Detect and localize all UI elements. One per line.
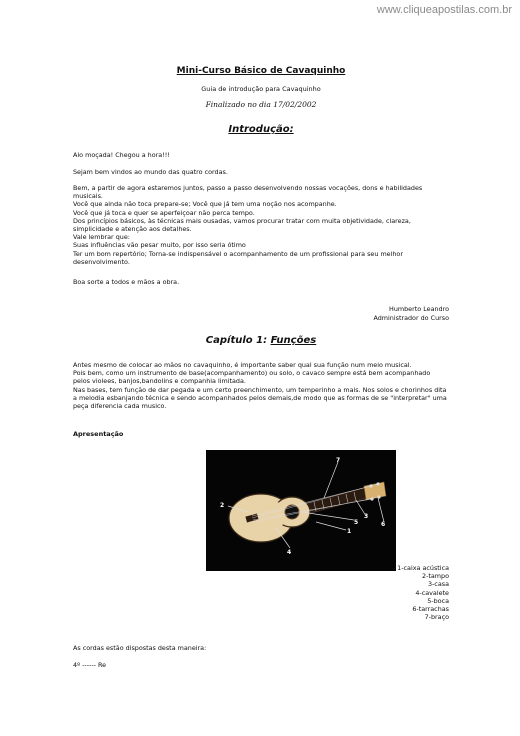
intro-welcome: Sejam bem vindos ao mundo das quatro cordas. bbox=[73, 168, 228, 176]
intro-body bbox=[73, 184, 449, 266]
photo-number-4: 4 bbox=[287, 549, 292, 556]
chapter-line: Pois bem, como um instrumento de base(acompanhamento) ou solo, o cavaco sempre está bem acompanhado pelos violees, banjos,bandolins e companhia limitada. bbox=[73, 369, 431, 386]
presentation-label: Apresentação bbox=[73, 430, 124, 438]
photo-number-6: 6 bbox=[381, 521, 386, 528]
intro-line: Dos princípios básicos, às técnicas mais ousadas, vamos procurar tratar com muita objetividade, clareza, simplicidade e atenção aos detalhes. bbox=[73, 216, 411, 234]
chapter-line: Nas bases, tem função de dar pegada e um certo preenchimento, um temperinho a mais. Nos solos e chorinhos dita a melodia esbanjando técnica e sendo acompanhados pelos demais,de modo que as formas de se "interpretar" uma peça diferencia cada musico. bbox=[73, 385, 447, 411]
legend-item: 7-braço bbox=[424, 613, 449, 622]
signature bbox=[373, 305, 449, 322]
photo-number-2: 2 bbox=[220, 502, 225, 509]
chapter-prefix: Capítulo 1: bbox=[205, 335, 271, 346]
intro-line: Você que ainda não toca prepare-se; Você que já tem uma noção nos acompanhe. bbox=[73, 200, 337, 209]
watermark: www.cliqueapostilas.com.br bbox=[376, 4, 512, 16]
legend-item: 6-tarrachas bbox=[412, 605, 449, 614]
document-title: Mini-Curso Básico de Cavaquinho bbox=[176, 66, 346, 76]
intro-closing: Boa sorte a todos e mãos a obra. bbox=[73, 278, 180, 286]
finalized-date: Finalizado no dia 17/02/2002 bbox=[205, 100, 317, 109]
intro-line: Você que já toca e quer se aperfeiçoar não perca tempo. bbox=[73, 208, 255, 217]
intro-line: Bem, a partir de agora estaremos juntos, passo a passo desenvolvendo nossas vocações, dons e habilidades musicais. bbox=[73, 184, 423, 201]
parts-legend bbox=[397, 564, 449, 621]
legend-item: 2-tampo bbox=[422, 572, 449, 581]
string-4-note: 4º ------ Re bbox=[73, 661, 107, 669]
intro-greeting: Alo moçada! Chegou a hora!!! bbox=[73, 151, 170, 159]
strings-intro: As cordas estão dispostas desta maneira: bbox=[73, 644, 207, 652]
photo-number-7: 7 bbox=[336, 457, 341, 464]
intro-line: Ter um bom repertório; Torna-se indispensável o acompanhamento de um profissional para seu melhor desenvolvimento. bbox=[73, 249, 403, 266]
cavaquinho-illustration bbox=[206, 450, 396, 571]
intro-line: Suas influências vão pesar muito, por isso seria ótimo bbox=[73, 241, 246, 250]
legend-item: 4-cavalete bbox=[415, 588, 449, 597]
legend-item: 5-boca bbox=[427, 596, 449, 605]
legend-item: 1-caixa acústica bbox=[397, 564, 449, 572]
legend-item: 3-casa bbox=[427, 580, 449, 589]
cavaquinho-photo bbox=[206, 450, 396, 571]
chapter-title: Funções bbox=[270, 335, 317, 346]
chapter-line: Antes mesmo de colocar ao mãos no cavaquinho, é importante saber qual sua função num meio musical. bbox=[73, 361, 412, 369]
document-subtitle: Guia de introdução para Cavaquinho bbox=[201, 85, 321, 93]
signature-name: Humberto Leandro bbox=[389, 305, 449, 313]
signature-role: Administrador do Curso bbox=[373, 313, 449, 322]
chapter-body bbox=[73, 361, 449, 410]
photo-number-3: 3 bbox=[364, 513, 369, 520]
intro-line: Vale lembrar que: bbox=[73, 233, 130, 242]
photo-number-1: 1 bbox=[347, 528, 352, 535]
photo-number-5: 5 bbox=[354, 519, 359, 526]
chapter-heading bbox=[73, 335, 449, 346]
intro-heading: Introdução: bbox=[228, 124, 294, 135]
